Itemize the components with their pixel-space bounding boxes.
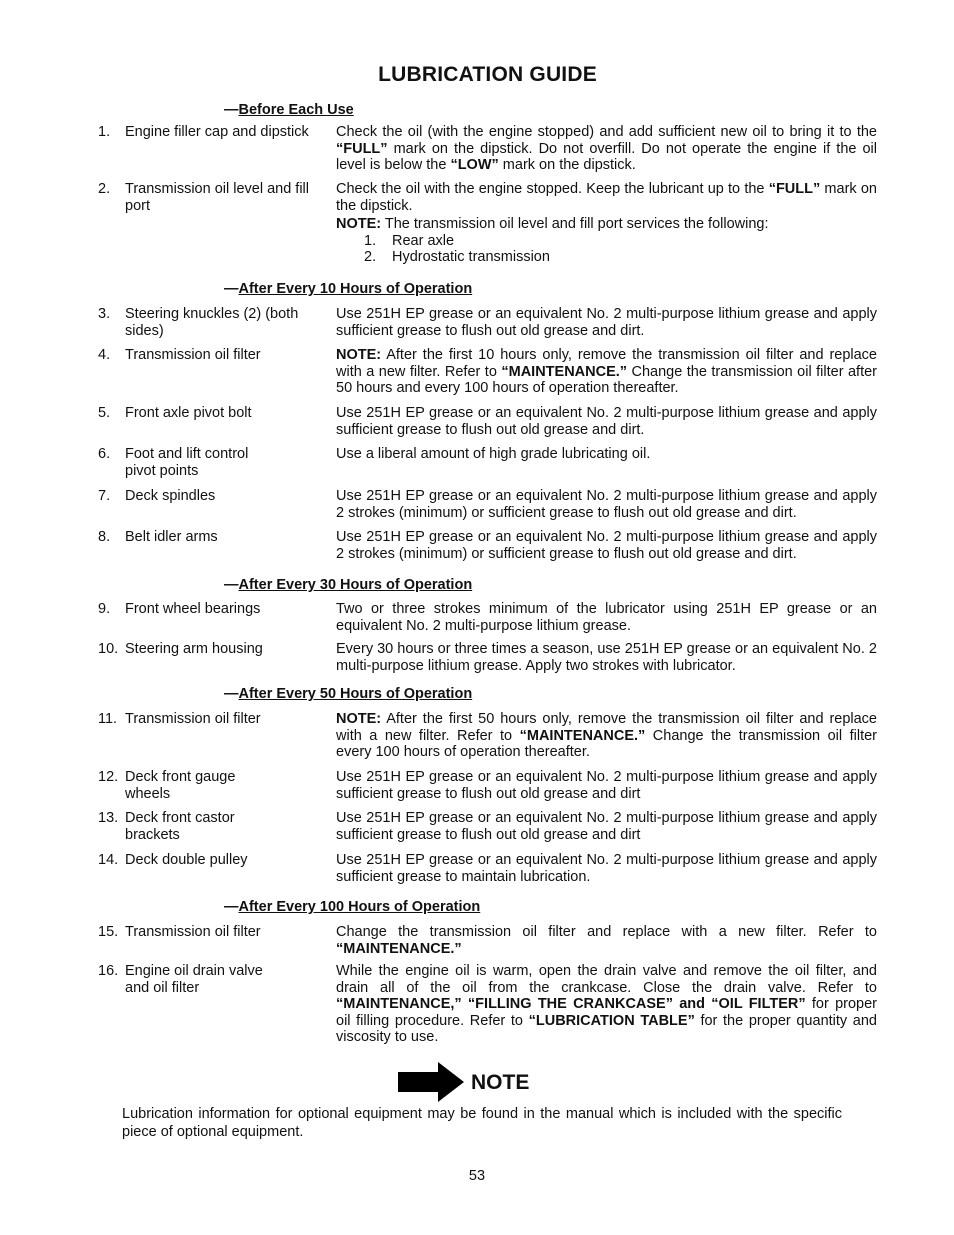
item-label: Transmission oil filter — [125, 711, 261, 727]
item-description: Use 251H EP grease or an equivalent No. 2 multi-purpose lithium grease and apply sufficient grease to flush out old grease and dirt. — [336, 306, 877, 339]
page-number: 53 — [468, 1168, 486, 1184]
note-title: NOTE — [471, 1071, 530, 1094]
item-number: 1. — [98, 124, 111, 140]
item-description: Change the transmission oil filter and replace with a new filter. Refer to “MAINTENANCE.” — [336, 924, 877, 957]
note-text: Lubrication information for optional equipment may be found in the manual which is included with the specific piece of optional equipment. — [122, 1106, 842, 1140]
item-label: Front wheel bearings — [125, 601, 261, 617]
note-label: NOTE: — [336, 216, 382, 233]
note-heading — [398, 1062, 548, 1102]
item-label: Transmission oil level and fill port — [125, 181, 310, 214]
item-label: Engine oil drain valve and oil filter — [125, 963, 263, 996]
section-before-each-use: —Before Each Use — [224, 102, 354, 118]
item-label: Steering arm housing — [125, 641, 263, 657]
item-number: 2. — [98, 181, 111, 197]
arrow-right-icon — [398, 1062, 464, 1102]
item-description: While the engine oil is warm, open the drain valve and remove the oil filter, and drain all of the oil from the crankcase. Close the drain valve. Refer to “MAINTENANCE,” “FILLING THE CRANKCASE” and “OIL FILTER” for proper oil filling procedure. Refer to “LUBRICATION TABLE” for the proper quantity and viscosity to use. — [336, 963, 877, 1046]
item-description: Check the oil (with the engine stopped) and add sufficient new oil to bring it to the “FULL” mark on the dipstick. Do not overfill. Do not operate the engine if the oil level is below the “LOW” mark on the dipstick. — [336, 124, 877, 174]
item-description: NOTE: After the first 10 hours only, remove the transmission oil filter and replace with a new filter. Refer to “MAINTENANCE.” Change the transmission oil filter after 50 hours and every 100 hours of operation thereafter. — [336, 347, 878, 397]
item-number: 6. — [98, 446, 111, 462]
section-30-hours: —After Every 30 Hours of Operation — [224, 577, 473, 593]
item-description: Use 251H EP grease or an equivalent No. 2 multi-purpose lithium grease and apply sufficient grease to maintain lubrication. — [336, 852, 877, 885]
item-description: Check the oil with the engine stopped. Keep the lubricant up to the “FULL” mark on the dipstick. NOTE: The transmission oil level and fill port services the following: 1. Rear axle 2. Hydrostatic transmission — [336, 181, 877, 266]
item-label: Front axle pivot bolt — [125, 405, 252, 421]
item-description: Use a liberal amount of high grade lubricating oil. — [336, 446, 651, 462]
item-label: Belt idler arms — [125, 529, 218, 545]
item-label: Transmission oil filter — [125, 347, 261, 363]
item-description: Use 251H EP grease or an equivalent No. 2 multi-purpose lithium grease and apply 2 strokes (minimum) or sufficient grease to flush out old grease and dirt. — [336, 529, 877, 562]
item-number: 7. — [98, 488, 111, 504]
sub-list-item: 2. Hydrostatic transmission — [364, 249, 550, 266]
item-description: Two or three strokes minimum of the lubricator using 251H EP grease or an equivalent No. 2 multi-purpose lithium grease. — [336, 601, 877, 634]
item-number: 14. — [98, 852, 119, 868]
section-100-hours: —After Every 100 Hours of Operation — [224, 899, 481, 915]
item-description: Use 251H EP grease or an equivalent No. 2 multi-purpose lithium grease and apply 2 strokes (minimum) or sufficient grease to flush out old grease and dirt. — [336, 488, 877, 521]
item-label: Deck front gauge wheels — [125, 769, 236, 802]
item-label: Transmission oil filter — [125, 924, 261, 940]
item-description: Use 251H EP grease or an equivalent No. 2 multi-purpose lithium grease and apply sufficient grease to flush out old grease and dirt. — [336, 405, 877, 438]
item-label: Deck spindles — [125, 488, 216, 504]
item-description: Use 251H EP grease or an equivalent No. 2 multi-purpose lithium grease and apply sufficient grease to flush out old grease and dirt — [336, 769, 877, 802]
item-number: 16. — [98, 963, 119, 979]
section-10-hours: —After Every 10 Hours of Operation — [224, 281, 473, 297]
page-title: LUBRICATION GUIDE — [378, 63, 597, 86]
sub-list-item: 1. Rear axle — [364, 232, 455, 249]
item-number: 4. — [98, 347, 111, 363]
item-description: Every 30 hours or three times a season, use 251H EP grease or an equivalent No. 2 multi-purpose lithium grease. Apply two strokes with lubricator. — [336, 641, 877, 674]
item-number: 9. — [98, 601, 111, 617]
item-label: Deck front castor brackets — [125, 810, 235, 843]
item-label: Foot and lift control pivot points — [125, 446, 249, 479]
item-description: NOTE: After the first 50 hours only, remove the transmission oil filter and replace with a new filter. Refer to “MAINTENANCE.” Change the transmission oil filter every 100 hours of operation thereafter. — [336, 711, 877, 761]
item-label: Deck double pulley — [125, 852, 248, 868]
item-number: 5. — [98, 405, 111, 421]
section-50-hours: —After Every 50 Hours of Operation — [224, 686, 473, 702]
item-number: 11. — [98, 711, 118, 727]
item-number: 12. — [98, 769, 119, 785]
item-number: 15. — [98, 924, 119, 940]
item-number: 3. — [98, 306, 111, 322]
item-number: 8. — [98, 529, 111, 545]
item-label: Steering knuckles (2) (both sides) — [125, 306, 299, 339]
item-label: Engine filler cap and dipstick — [125, 124, 309, 140]
item-description: Use 251H EP grease or an equivalent No. 2 multi-purpose lithium grease and apply sufficient grease to flush out old grease and dirt — [336, 810, 877, 843]
item-number: 10. — [98, 641, 119, 657]
item-number: 13. — [98, 810, 119, 826]
